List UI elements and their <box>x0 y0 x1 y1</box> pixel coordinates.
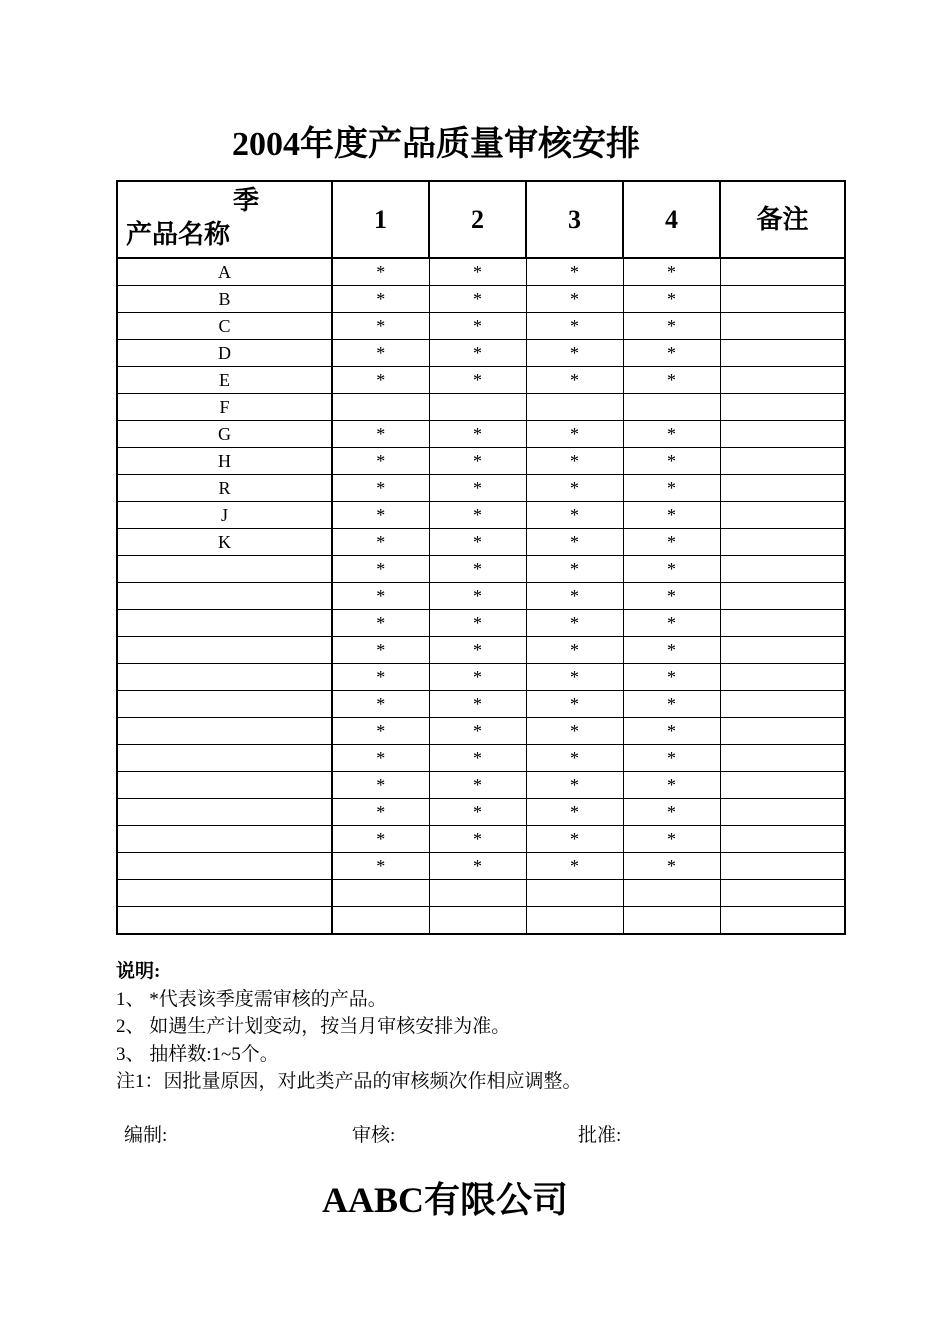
quarter-4-mark-cell: * <box>623 664 720 691</box>
quarter-2-mark-cell: * <box>429 826 526 853</box>
quarter-3-mark-cell: * <box>526 421 623 448</box>
remark-cell <box>720 907 845 935</box>
quarter-2-mark-cell: * <box>429 340 526 367</box>
quarter-1-mark-cell: * <box>332 367 429 394</box>
quarter-3-mark-cell: * <box>526 529 623 556</box>
quarter-1-mark-cell: * <box>332 853 429 880</box>
table-row <box>117 475 845 502</box>
quarter-axis-label: 季 <box>232 186 259 215</box>
quarter-2-mark-cell: * <box>429 853 526 880</box>
quarter-4-mark-cell <box>623 907 720 935</box>
product-name-cell <box>117 637 332 664</box>
approved-by-label: 批准: <box>578 1125 622 1146</box>
product-name-cell: R <box>117 475 332 502</box>
remark-cell <box>720 745 845 772</box>
quarter-2-mark-cell: * <box>429 772 526 799</box>
quarter-3-mark-cell: * <box>526 853 623 880</box>
table-row <box>117 799 845 826</box>
product-name-cell: E <box>117 367 332 394</box>
notes-section <box>116 958 582 1096</box>
quarter-4-mark-cell: * <box>623 772 720 799</box>
diagonal-header-cell <box>117 181 332 258</box>
product-name-cell <box>117 853 332 880</box>
remark-cell <box>720 340 845 367</box>
table-row <box>117 664 845 691</box>
quarter-1-mark-cell: * <box>332 718 429 745</box>
quarter-1-mark-cell: * <box>332 637 429 664</box>
quarter-4-mark-cell: * <box>623 258 720 286</box>
quarter-1-mark-cell: * <box>332 583 429 610</box>
remark-cell <box>720 664 845 691</box>
quarter-1-mark-cell: * <box>332 286 429 313</box>
quarter-3-mark-cell: * <box>526 772 623 799</box>
quarter-3-mark-cell: * <box>526 340 623 367</box>
quarter-2-mark-cell: * <box>429 745 526 772</box>
product-name-cell: K <box>117 529 332 556</box>
quarter-4-mark-cell: * <box>623 799 720 826</box>
quarter-2-mark-cell: * <box>429 448 526 475</box>
page-title: 2004年度产品质量审核安排 <box>232 126 640 163</box>
remark-cell <box>720 772 845 799</box>
quarter-4-mark-cell: * <box>623 637 720 664</box>
table-body <box>117 258 845 934</box>
quarter-1-mark-cell: * <box>332 258 429 286</box>
product-name-cell <box>117 691 332 718</box>
quarter-2-mark-cell: * <box>429 610 526 637</box>
quarter-1-mark-cell: * <box>332 448 429 475</box>
quarter-3-mark-cell: * <box>526 583 623 610</box>
quarter-3-mark-cell: * <box>526 610 623 637</box>
quarter-3-mark-cell: * <box>526 258 623 286</box>
remark-cell <box>720 718 845 745</box>
quarter-4-mark-cell: * <box>623 448 720 475</box>
quarter-4-mark-cell: * <box>623 583 720 610</box>
quarter-2-mark-cell: * <box>429 529 526 556</box>
note-item: 2、 如遇生产计划变动，按当月审核安排为准。 <box>116 1016 511 1037</box>
quarter-1-mark-cell <box>332 880 429 907</box>
quarter-4-mark-cell: * <box>623 853 720 880</box>
product-name-cell <box>117 610 332 637</box>
quarter-1-mark-cell: * <box>332 313 429 340</box>
table-row <box>117 367 845 394</box>
quarter-2-mark-cell <box>429 880 526 907</box>
notes-title: 说明: <box>116 961 161 982</box>
quarter-2-mark-cell: * <box>429 313 526 340</box>
quarter-4-mark-cell: * <box>623 529 720 556</box>
quarter-1-mark-cell: * <box>332 502 429 529</box>
product-name-cell: H <box>117 448 332 475</box>
table-row <box>117 394 845 421</box>
quarter-3-mark-cell: * <box>526 718 623 745</box>
quarter-3-mark-cell <box>526 907 623 935</box>
remark-cell <box>720 367 845 394</box>
quarter-1-mark-cell: * <box>332 556 429 583</box>
remark-cell <box>720 799 845 826</box>
quarter-4-mark-cell: * <box>623 286 720 313</box>
quarter-2-mark-cell: * <box>429 367 526 394</box>
quarter-1-mark-cell: * <box>332 826 429 853</box>
remark-header: 备注 <box>720 181 845 258</box>
product-name-cell <box>117 718 332 745</box>
quarter-1-mark-cell: * <box>332 691 429 718</box>
product-name-cell <box>117 745 332 772</box>
product-name-cell <box>117 799 332 826</box>
product-name-cell: B <box>117 286 332 313</box>
quarter-1-header: 1 <box>332 181 429 258</box>
quarter-3-mark-cell: * <box>526 556 623 583</box>
remark-cell <box>720 448 845 475</box>
product-name-cell: F <box>117 394 332 421</box>
table-row <box>117 421 845 448</box>
quarter-3-mark-cell: * <box>526 826 623 853</box>
quarter-2-mark-cell: * <box>429 664 526 691</box>
quarter-1-mark-cell: * <box>332 610 429 637</box>
table-row <box>117 583 845 610</box>
product-name-cell: D <box>117 340 332 367</box>
quarter-3-mark-cell: * <box>526 637 623 664</box>
product-name-cell <box>117 907 332 935</box>
table-row <box>117 718 845 745</box>
quarter-2-mark-cell: * <box>429 583 526 610</box>
quarter-2-mark-cell <box>429 394 526 421</box>
product-name-cell: J <box>117 502 332 529</box>
table-row <box>117 907 845 935</box>
quarter-1-mark-cell: * <box>332 529 429 556</box>
quarter-4-mark-cell: * <box>623 691 720 718</box>
remark-cell <box>720 475 845 502</box>
quarter-2-mark-cell: * <box>429 258 526 286</box>
quarter-1-mark-cell <box>332 394 429 421</box>
quarter-3-mark-cell: * <box>526 691 623 718</box>
remark-cell <box>720 258 845 286</box>
product-name-cell <box>117 880 332 907</box>
table-row <box>117 691 845 718</box>
table-row <box>117 258 845 286</box>
quarter-4-mark-cell: * <box>623 718 720 745</box>
table-row <box>117 853 845 880</box>
audit-schedule-table <box>116 180 846 935</box>
product-name-axis-label: 产品名称 <box>126 220 231 249</box>
remark-cell <box>720 637 845 664</box>
table-row <box>117 286 845 313</box>
quarter-3-mark-cell: * <box>526 313 623 340</box>
table-row <box>117 610 845 637</box>
table-row <box>117 529 845 556</box>
quarter-1-mark-cell: * <box>332 745 429 772</box>
quarter-4-mark-cell: * <box>623 826 720 853</box>
table-header-row <box>117 181 845 258</box>
product-name-cell <box>117 664 332 691</box>
remark-cell <box>720 691 845 718</box>
quarter-3-mark-cell: * <box>526 502 623 529</box>
quarter-4-mark-cell: * <box>623 556 720 583</box>
quarter-3-mark-cell: * <box>526 745 623 772</box>
quarter-1-mark-cell: * <box>332 799 429 826</box>
table-row <box>117 772 845 799</box>
quarter-3-mark-cell: * <box>526 367 623 394</box>
quarter-4-mark-cell: * <box>623 502 720 529</box>
quarter-1-mark-cell <box>332 907 429 935</box>
quarter-4-mark-cell <box>623 880 720 907</box>
remark-cell <box>720 394 845 421</box>
product-name-cell: G <box>117 421 332 448</box>
quarter-2-mark-cell: * <box>429 502 526 529</box>
remark-cell <box>720 502 845 529</box>
quarter-3-header: 3 <box>526 181 623 258</box>
remark-cell <box>720 556 845 583</box>
remark-cell <box>720 610 845 637</box>
quarter-2-mark-cell: * <box>429 556 526 583</box>
table-row <box>117 556 845 583</box>
product-name-cell <box>117 826 332 853</box>
remark-cell <box>720 529 845 556</box>
quarter-2-mark-cell: * <box>429 718 526 745</box>
quarter-2-mark-cell: * <box>429 691 526 718</box>
reviewed-by-label: 审核: <box>352 1125 396 1146</box>
table-row <box>117 340 845 367</box>
quarter-2-mark-cell: * <box>429 799 526 826</box>
table-row <box>117 448 845 475</box>
quarter-1-mark-cell: * <box>332 421 429 448</box>
prepared-by-label: 编制: <box>124 1125 168 1146</box>
product-name-cell <box>117 583 332 610</box>
table-row <box>117 313 845 340</box>
quarter-3-mark-cell <box>526 394 623 421</box>
remark-cell <box>720 286 845 313</box>
quarter-3-mark-cell: * <box>526 286 623 313</box>
quarter-4-mark-cell: * <box>623 421 720 448</box>
quarter-1-mark-cell: * <box>332 475 429 502</box>
quarter-4-mark-cell: * <box>623 745 720 772</box>
quarter-2-header: 2 <box>429 181 526 258</box>
table-row <box>117 637 845 664</box>
quarter-4-mark-cell: * <box>623 340 720 367</box>
quarter-4-mark-cell <box>623 394 720 421</box>
quarter-2-mark-cell: * <box>429 637 526 664</box>
remark-cell <box>720 313 845 340</box>
note-item: 注1：因批量原因，对此类产品的审核频次作相应调整。 <box>116 1071 582 1092</box>
remark-cell <box>720 826 845 853</box>
quarter-4-mark-cell: * <box>623 475 720 502</box>
remark-cell <box>720 853 845 880</box>
quarter-1-mark-cell: * <box>332 772 429 799</box>
quarter-4-mark-cell: * <box>623 313 720 340</box>
quarter-3-mark-cell: * <box>526 799 623 826</box>
quarter-4-mark-cell: * <box>623 610 720 637</box>
note-item: 1、 *代表该季度需审核的产品。 <box>116 988 387 1010</box>
remark-cell <box>720 421 845 448</box>
table-row <box>117 880 845 907</box>
table-row <box>117 826 845 853</box>
table-row <box>117 745 845 772</box>
quarter-1-mark-cell: * <box>332 340 429 367</box>
note-item: 3、 抽样数:1~5个。 <box>116 1043 279 1065</box>
quarter-2-mark-cell: * <box>429 421 526 448</box>
remark-cell <box>720 583 845 610</box>
quarter-3-mark-cell: * <box>526 448 623 475</box>
product-name-cell: A <box>117 258 332 286</box>
product-name-cell <box>117 556 332 583</box>
company-name: AABC有限公司 <box>322 1180 569 1220</box>
product-name-cell <box>117 772 332 799</box>
quarter-3-mark-cell: * <box>526 475 623 502</box>
quarter-1-mark-cell: * <box>332 664 429 691</box>
quarter-2-mark-cell: * <box>429 475 526 502</box>
quarter-4-mark-cell: * <box>623 367 720 394</box>
quarter-2-mark-cell <box>429 907 526 935</box>
product-name-cell: C <box>117 313 332 340</box>
quarter-2-mark-cell: * <box>429 286 526 313</box>
quarter-3-mark-cell <box>526 880 623 907</box>
table-row <box>117 502 845 529</box>
quarter-3-mark-cell: * <box>526 664 623 691</box>
quarter-4-header: 4 <box>623 181 720 258</box>
remark-cell <box>720 880 845 907</box>
